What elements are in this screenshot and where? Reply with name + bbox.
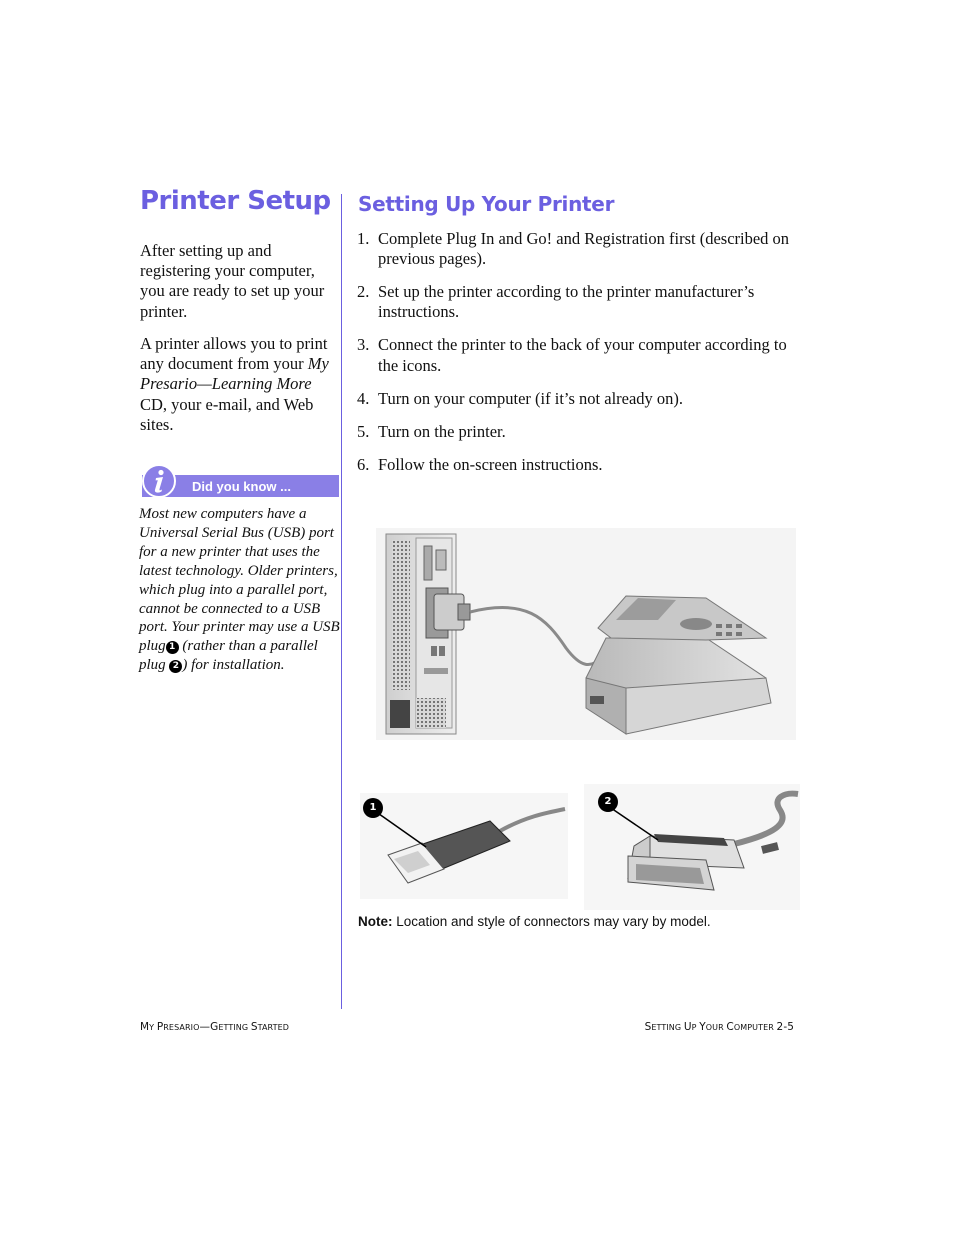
marker-2: 2 [169, 660, 182, 673]
info-icon [142, 464, 176, 498]
usb-plug-illustration [360, 793, 568, 899]
column-divider [341, 194, 342, 1009]
did-you-know-label: Did you know ... [192, 479, 291, 494]
page-title: Printer Setup [140, 186, 331, 216]
did-you-know-text: Most new computers have a Universal Serial Bus (USB) port for a new printer that uses the latest technology. Older printers, which plug into a parallel port, cannot be connected to a USB port. Your printer may use a USB plug 1 (rather than a parallel plug 2 ) for installation. [139, 506, 340, 674]
page-number: 2-5 [776, 1021, 794, 1033]
section-heading: Setting Up Your Printer [358, 192, 615, 216]
computer-printer-illustration [376, 528, 796, 740]
printer-paragraph: A printer allows you to print any document from your My Presario—Learning More CD, your e-mail, and Web sites. [140, 334, 329, 434]
callout-2: 2 [598, 792, 618, 812]
cd-title: My Presario—Learning More [140, 354, 329, 394]
intro-paragraph: After setting up and registering your computer, you are ready to set up your printer. [140, 241, 325, 321]
steps-list [357, 229, 803, 488]
callout-1: 1 [363, 798, 383, 818]
step-item: 3. Connect the printer to the back of your computer according to the icons. [357, 335, 787, 375]
step-item: 5. Turn on the printer. [357, 421, 506, 441]
footer-left: MY PRESARIO—GETTING STARTED [140, 1021, 289, 1033]
marker-1: 1 [166, 641, 179, 654]
step-item: 4. Turn on your computer (if it’s not already on). [357, 388, 684, 408]
connector-note: Note: Location and style of connectors may vary by model. [358, 914, 711, 929]
step-item: 2. Set up the printer according to the printer manufacturer’s instructions. [357, 282, 755, 322]
step-item: 6. Follow the on-screen instructions. [357, 454, 603, 474]
footer-right: SETTING UP YOUR COMPUTER 2-5 [644, 1021, 794, 1033]
step-item: 1. Complete Plug In and Go! and Registration first (described on previous pages). [357, 229, 790, 269]
